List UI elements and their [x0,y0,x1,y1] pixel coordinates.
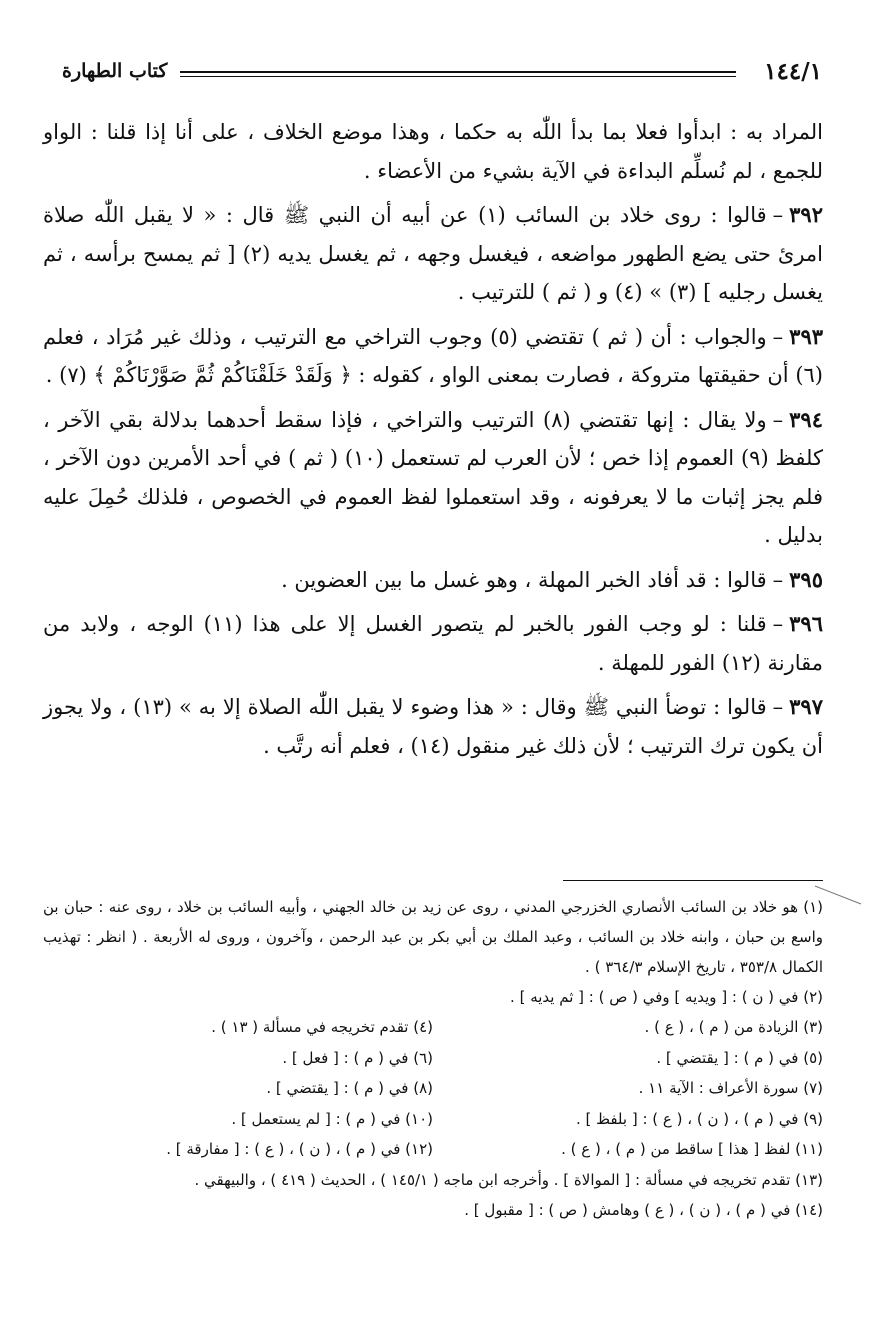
paragraph-text: ولا يقال : إنها تقتضي (٨) الترتيب والتراخي ، فإذا سقط أحدهما بدلالة بقي الآخر ، كلفظ (٩) العموم إذا خص ؛ لأن العرب لم تستعمل (١٠) ( ثم ) في أحد الأمرين دون الآخر ، فلم يجز إثبات ما لا يعرفونه ، وقد استعملوا لفظ العموم في الخصوص ، فلذلك حُمِلَ عليه بدليل . [43,407,823,547]
number-dash: – [772,407,784,432]
footnote-13: (١٣) تقدم تخريجه في مسألة : [ الموالاة ] . وأخرجه ابن ماجه ( ١٤٥/١ ) ، الحديث ( ٤١٩ ) ، والبيهقي . [194,1170,823,1189]
footnote-8: (٨) في ( م ) : [ يقتضي ] . [266,1079,433,1097]
footnote-10: (١٠) في ( م ) : [ لم يستعمل ] . [231,1109,433,1128]
paragraph-395 [43,561,823,600]
paragraph-text: قالوا : توضأ النبي ﷺ وقال : « هذا وضوء لا يقبل اللّٰه الصلاة إلا به » (١٣) ، ولا يجوز أن يكون ترك الترتيب ؛ لأن ذلك غير منقول (١٤) ، فعلم أنه رتَّب . [43,695,823,758]
footnote-1: (١) هو خلاد بن السائب الأنصاري الخزرجي المدني ، روى عن زيد بن خالد الجهني ، وأبيه السائب بن خلاد ، روى عنه : حبان بن واسع بن حبان ، وابنه خلاد بن السائب ، وعبد الملك بن أبي بكر بن عبد الرحمن ، وآخرون ، وروى له الأربعة . ( انظر : تهذيب الكمال ٣٥٣/٨ ، تاريخ الإسلام ٣٦٤/٣ ) . [43,898,823,976]
running-header [62,58,822,94]
paragraph-397 [43,688,823,765]
footnote-7: (٧) سورة الأعراف : الآية ١١ . [638,1079,823,1097]
footnote-12: (١٢) في ( م ) ، ( ن ) ، ( ع ) : [ مفارقة ] . [166,1140,433,1158]
paragraph-text: قالوا : روى خلاد بن السائب (١) عن أبيه أن النبي ﷺ قال : « لا يقبل اللّٰه صلاة امرئ حتى يضع الطهور مواضعه ، فيغسل وجهه ، ثم يغسل يديه (٢) [ ثم يمسح برأسه ، ثم يغسل رجليه ] (٣) » (٤) و ( ثم ) للترتيب . [43,203,823,304]
footnote-2: (٢) في ( ن ) : [ ويديه ] وفي ( ص ) : [ ثم يديه ] . [510,988,823,1006]
footnote-row [43,1012,823,1043]
book-title: كتاب الطهارة [62,60,168,82]
footnote-6: (٦) في ( م ) : [ فعل ] . [282,1048,433,1067]
footnote-5: (٥) في ( م ) : [ يقتضي ] . [656,1048,823,1067]
footnote-separator [563,880,823,881]
paragraph-392 [43,196,823,312]
paragraph-396 [43,605,823,682]
paragraph-text: قالوا : قد أفاد الخبر المهلة ، وهو غسل ما بين العضوين . [281,567,767,592]
header-rule-thin [180,76,736,77]
footnote-row [43,1073,823,1104]
paragraph-number: ٣٩٢ [789,202,823,227]
paragraph-number: ٣٩٣ [789,323,824,349]
lead-paragraph: المراد به : ابدأوا فعلا بما بدأ اللّٰه به حكما ، وهذا موضع الخلاف ، على أنا إذا قلنا : الواو للجمع ، لم نُسلِّم البداءة في الآية بشيء من الأعضاء . [43,120,823,183]
footnote-9: (٩) في ( م ) ، ( ن ) ، ( ع ) : [ بلفظ ] . [575,1109,823,1128]
paragraph-number: ٣٩٤ [789,406,823,432]
paragraph-text: قلنا : لو وجب الفور بالخبر لم يتصور الغسل إلا على هذا (١١) الوجه ، ولابد من مقارنة (١٢) الفور للمهلة . [43,612,823,675]
page-number: ١٤٤/١ [764,58,822,85]
footnote-14: (١٤) في ( م ) ، ( ن ) ، ( ع ) وهامش ( ص ) : [ مقبول ] . [464,1200,823,1219]
paragraph-number: ٣٩٥ [789,566,823,592]
footnote-row [43,1043,823,1074]
header-rule [180,71,736,73]
footnote-row [43,1104,823,1135]
footnote-4: (٤) تقدم تخريجه في مسألة ( ١٣ ) . [211,1018,433,1036]
paragraph-text: والجواب : أن ( ثم ) تقتضي (٥) وجوب التراخي مع الترتيب ، وذلك غير مُرَاد ، فعلم (٦) أن حقيقتها متروكة ، فصارت بمعنى الواو ، كقوله : ﴿ وَلَقَدْ خَلَقْنَاكُمْ ثُمَّ صَوَّرْنَاكُمْ ﴾ (٧) . [43,324,823,387]
paragraph-394 [43,401,823,555]
number-dash: – [772,203,784,227]
number-dash: – [772,567,784,592]
footnote-3: (٣) الزيادة من ( م ) ، ( ع ) . [644,1018,823,1036]
footnote-row [43,1134,823,1165]
number-dash: – [772,324,784,349]
number-dash: – [772,612,784,636]
main-text [43,113,823,771]
number-dash: – [772,695,784,719]
paragraph-number: ٣٩٦ [789,611,823,636]
footnotes [43,892,823,1225]
paragraph-number: ٣٩٧ [789,694,823,719]
paragraph-393 [43,318,823,395]
footnote-11: (١١) لفظ [ هذا ] ساقط من ( م ) ، ( ع ) . [561,1140,823,1158]
